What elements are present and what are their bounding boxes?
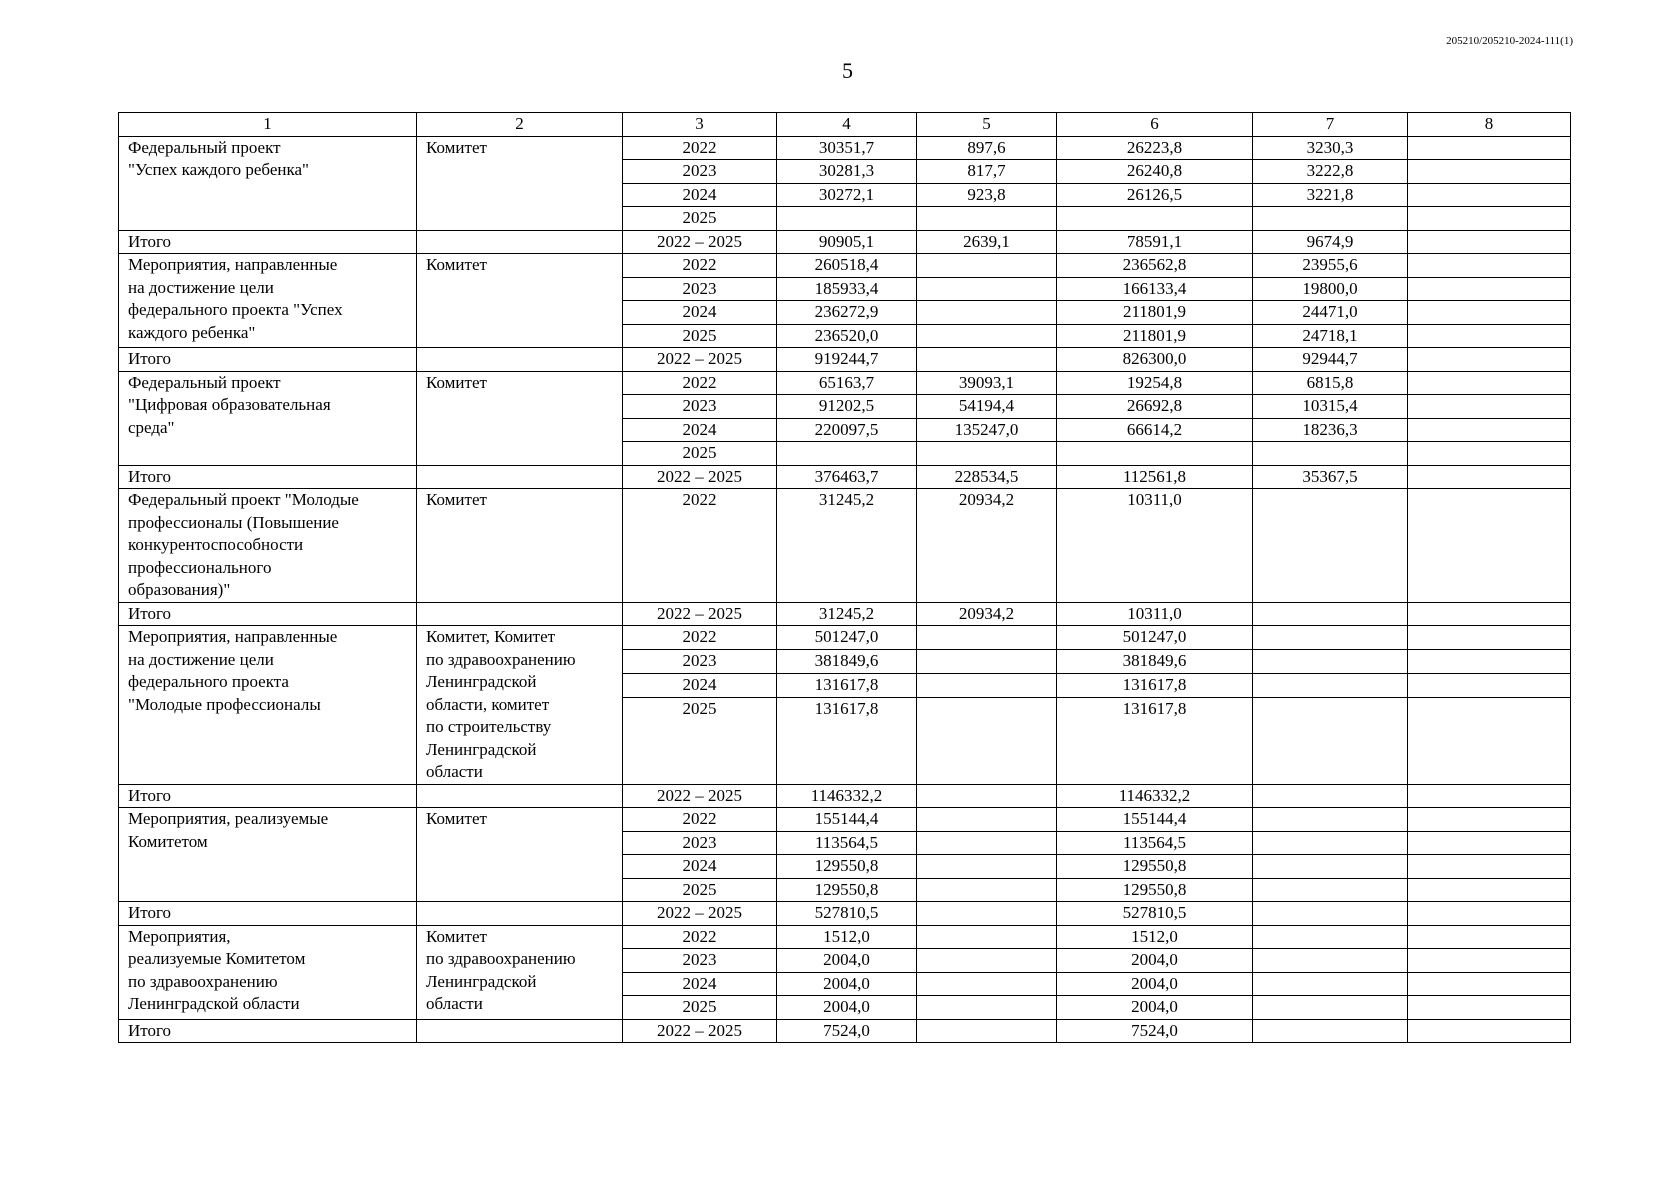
local-budget-cell: 24718,1 (1253, 324, 1408, 348)
total-cell: 91202,5 (777, 395, 917, 419)
regional-budget-cell (1057, 442, 1253, 466)
year-cell: 2022 – 2025 (623, 784, 777, 808)
year-cell: 2025 (623, 698, 777, 784)
federal-budget-cell: 54194,4 (917, 395, 1057, 419)
regional-budget-cell: 19254,8 (1057, 371, 1253, 395)
column-number: 3 (623, 113, 777, 137)
other-sources-cell (1408, 808, 1571, 832)
year-cell: 2023 (623, 831, 777, 855)
regional-budget-cell: 155144,4 (1057, 808, 1253, 832)
federal-budget-cell: 39093,1 (917, 371, 1057, 395)
regional-budget-cell: 166133,4 (1057, 277, 1253, 301)
local-budget-cell (1253, 626, 1408, 650)
total-label: Итого (119, 784, 417, 808)
federal-budget-cell: 20934,2 (917, 489, 1057, 603)
other-sources-cell (1408, 418, 1571, 442)
local-budget-cell (1253, 831, 1408, 855)
year-cell: 2025 (623, 207, 777, 231)
year-cell: 2023 (623, 277, 777, 301)
regional-budget-cell: 2004,0 (1057, 972, 1253, 996)
local-budget-cell (1253, 207, 1408, 231)
year-cell: 2023 (623, 395, 777, 419)
federal-budget-cell (917, 925, 1057, 949)
local-budget-cell: 24471,0 (1253, 301, 1408, 325)
total-cell: 65163,7 (777, 371, 917, 395)
total-row (119, 348, 1571, 372)
local-budget-cell (1253, 674, 1408, 698)
total-cell: 236520,0 (777, 324, 917, 348)
other-sources-cell (1408, 626, 1571, 650)
total-cell: 1146332,2 (777, 784, 917, 808)
regional-budget-cell: 112561,8 (1057, 465, 1253, 489)
federal-budget-cell (917, 949, 1057, 973)
federal-budget-cell (917, 254, 1057, 278)
local-budget-cell (1253, 902, 1408, 926)
other-sources-cell (1408, 925, 1571, 949)
page-number: 5 (842, 58, 853, 83)
regional-budget-cell: 2004,0 (1057, 996, 1253, 1020)
regional-budget-cell: 236562,8 (1057, 254, 1253, 278)
regional-budget-cell: 131617,8 (1057, 698, 1253, 784)
other-sources-cell (1408, 160, 1571, 184)
year-cell: 2022 (623, 489, 777, 603)
total-cell: 381849,6 (777, 650, 917, 674)
federal-budget-cell (917, 831, 1057, 855)
year-cell: 2025 (623, 878, 777, 902)
federal-budget-cell (917, 855, 1057, 879)
activity-name: Федеральный проект "Молодые профессионалы (Повышение конкурентоспособности профессионального образования)" (119, 489, 417, 603)
regional-budget-cell: 131617,8 (1057, 674, 1253, 698)
total-label: Итого (119, 602, 417, 626)
total-cell: 30281,3 (777, 160, 917, 184)
other-sources-cell (1408, 442, 1571, 466)
table-row (119, 371, 1571, 395)
local-budget-cell: 35367,5 (1253, 465, 1408, 489)
federal-budget-cell (917, 902, 1057, 926)
column-number: 7 (1253, 113, 1408, 137)
total-cell: 527810,5 (777, 902, 917, 926)
column-number: 6 (1057, 113, 1253, 137)
column-number: 1 (119, 113, 417, 137)
executor-cell (417, 602, 623, 626)
local-budget-cell: 3230,3 (1253, 136, 1408, 160)
local-budget-cell: 19800,0 (1253, 277, 1408, 301)
executor-cell: Комитет (417, 136, 623, 230)
total-cell (777, 207, 917, 231)
other-sources-cell (1408, 650, 1571, 674)
federal-budget-cell (917, 1019, 1057, 1043)
federal-budget-cell (917, 324, 1057, 348)
table-row (119, 489, 1571, 603)
other-sources-cell (1408, 855, 1571, 879)
year-cell: 2022 (623, 371, 777, 395)
federal-budget-cell (917, 996, 1057, 1020)
regional-budget-cell: 66614,2 (1057, 418, 1253, 442)
total-row (119, 230, 1571, 254)
regional-budget-cell: 78591,1 (1057, 230, 1253, 254)
regional-budget-cell: 10311,0 (1057, 602, 1253, 626)
local-budget-cell (1253, 878, 1408, 902)
regional-budget-cell: 113564,5 (1057, 831, 1253, 855)
regional-budget-cell: 501247,0 (1057, 626, 1253, 650)
activity-name: Мероприятия, реализуемые Комитетом (119, 808, 417, 902)
regional-budget-cell: 211801,9 (1057, 301, 1253, 325)
regional-budget-cell: 26126,5 (1057, 183, 1253, 207)
federal-budget-cell: 2639,1 (917, 230, 1057, 254)
federal-budget-cell (917, 626, 1057, 650)
executor-cell: Комитет (417, 254, 623, 348)
total-cell: 2004,0 (777, 949, 917, 973)
regional-budget-cell: 527810,5 (1057, 902, 1253, 926)
total-cell: 113564,5 (777, 831, 917, 855)
federal-budget-cell (917, 277, 1057, 301)
column-number: 8 (1408, 113, 1571, 137)
other-sources-cell (1408, 348, 1571, 372)
other-sources-cell (1408, 949, 1571, 973)
executor-cell (417, 348, 623, 372)
local-budget-cell (1253, 489, 1408, 603)
budget-table (118, 112, 1571, 1043)
regional-budget-cell: 129550,8 (1057, 878, 1253, 902)
column-number: 4 (777, 113, 917, 137)
year-cell: 2025 (623, 996, 777, 1020)
column-number: 2 (417, 113, 623, 137)
federal-budget-cell (917, 674, 1057, 698)
year-cell: 2023 (623, 160, 777, 184)
total-cell: 2004,0 (777, 996, 917, 1020)
total-row (119, 1019, 1571, 1043)
table-row (119, 254, 1571, 278)
local-budget-cell (1253, 602, 1408, 626)
year-cell: 2024 (623, 972, 777, 996)
other-sources-cell (1408, 136, 1571, 160)
other-sources-cell (1408, 301, 1571, 325)
year-cell: 2024 (623, 674, 777, 698)
total-cell: 129550,8 (777, 878, 917, 902)
total-cell: 7524,0 (777, 1019, 917, 1043)
total-cell: 260518,4 (777, 254, 917, 278)
total-cell: 30272,1 (777, 183, 917, 207)
year-cell: 2024 (623, 301, 777, 325)
executor-cell: Комитет (417, 371, 623, 465)
other-sources-cell (1408, 784, 1571, 808)
year-cell: 2022 – 2025 (623, 348, 777, 372)
executor-cell (417, 784, 623, 808)
executor-cell (417, 465, 623, 489)
federal-budget-cell: 817,7 (917, 160, 1057, 184)
other-sources-cell (1408, 698, 1571, 784)
total-cell: 31245,2 (777, 489, 917, 603)
executor-cell: Комитет по здравоохранению Ленинградской области (417, 925, 623, 1019)
local-budget-cell: 6815,8 (1253, 371, 1408, 395)
year-cell: 2023 (623, 949, 777, 973)
year-cell: 2022 (623, 925, 777, 949)
other-sources-cell (1408, 489, 1571, 603)
year-cell: 2022 (623, 808, 777, 832)
other-sources-cell (1408, 465, 1571, 489)
year-cell: 2022 – 2025 (623, 465, 777, 489)
federal-budget-cell: 923,8 (917, 183, 1057, 207)
regional-budget-cell: 211801,9 (1057, 324, 1253, 348)
document-code: 205210/205210-2024-111(1) (1446, 35, 1573, 47)
local-budget-cell (1253, 784, 1408, 808)
total-cell: 919244,7 (777, 348, 917, 372)
federal-budget-cell: 135247,0 (917, 418, 1057, 442)
local-budget-cell (1253, 650, 1408, 674)
total-cell: 31245,2 (777, 602, 917, 626)
total-row (119, 784, 1571, 808)
year-cell: 2022 – 2025 (623, 1019, 777, 1043)
executor-cell (417, 230, 623, 254)
total-cell: 131617,8 (777, 698, 917, 784)
local-budget-cell (1253, 808, 1408, 832)
regional-budget-cell: 129550,8 (1057, 855, 1253, 879)
year-cell: 2022 (623, 136, 777, 160)
total-row (119, 902, 1571, 926)
total-cell: 131617,8 (777, 674, 917, 698)
table-row (119, 136, 1571, 160)
total-cell: 90905,1 (777, 230, 917, 254)
year-cell: 2023 (623, 650, 777, 674)
year-cell: 2022 – 2025 (623, 230, 777, 254)
activity-name: Мероприятия, реализуемые Комитетом по здравоохранению Ленинградской области (119, 925, 417, 1019)
total-row (119, 465, 1571, 489)
other-sources-cell (1408, 207, 1571, 231)
other-sources-cell (1408, 230, 1571, 254)
other-sources-cell (1408, 277, 1571, 301)
total-label: Итого (119, 465, 417, 489)
year-cell: 2025 (623, 324, 777, 348)
total-cell: 30351,7 (777, 136, 917, 160)
federal-budget-cell: 897,6 (917, 136, 1057, 160)
federal-budget-cell (917, 348, 1057, 372)
regional-budget-cell: 26692,8 (1057, 395, 1253, 419)
regional-budget-cell: 1146332,2 (1057, 784, 1253, 808)
table-row (119, 925, 1571, 949)
total-cell: 236272,9 (777, 301, 917, 325)
activity-name: Федеральный проект "Успех каждого ребенка" (119, 136, 417, 230)
year-cell: 2024 (623, 418, 777, 442)
activity-name: Мероприятия, направленные на достижение цели федерального проекта "Молодые профессионалы (119, 626, 417, 785)
regional-budget-cell (1057, 207, 1253, 231)
total-cell (777, 442, 917, 466)
year-cell: 2024 (623, 855, 777, 879)
federal-budget-cell (917, 207, 1057, 231)
other-sources-cell (1408, 602, 1571, 626)
federal-budget-cell (917, 878, 1057, 902)
table-header-row (119, 113, 1571, 137)
federal-budget-cell (917, 650, 1057, 674)
table-row (119, 626, 1571, 650)
local-budget-cell (1253, 949, 1408, 973)
total-label: Итого (119, 1019, 417, 1043)
other-sources-cell (1408, 254, 1571, 278)
regional-budget-cell: 1512,0 (1057, 925, 1253, 949)
federal-budget-cell (917, 972, 1057, 996)
activity-name: Мероприятия, направленные на достижение цели федерального проекта "Успех каждого ребенка" (119, 254, 417, 348)
regional-budget-cell: 26223,8 (1057, 136, 1253, 160)
total-cell: 185933,4 (777, 277, 917, 301)
other-sources-cell (1408, 183, 1571, 207)
federal-budget-cell (917, 698, 1057, 784)
other-sources-cell (1408, 395, 1571, 419)
total-cell: 501247,0 (777, 626, 917, 650)
year-cell: 2022 – 2025 (623, 902, 777, 926)
regional-budget-cell: 7524,0 (1057, 1019, 1253, 1043)
executor-cell (417, 1019, 623, 1043)
local-budget-cell: 3221,8 (1253, 183, 1408, 207)
executor-cell: Комитет, Комитет по здравоохранению Ленинградской области, комитет по строительству Ленинградской области (417, 626, 623, 785)
executor-cell: Комитет (417, 489, 623, 603)
local-budget-cell: 9674,9 (1253, 230, 1408, 254)
total-cell: 155144,4 (777, 808, 917, 832)
local-budget-cell: 3222,8 (1253, 160, 1408, 184)
total-cell: 129550,8 (777, 855, 917, 879)
table-row (119, 808, 1571, 832)
local-budget-cell (1253, 442, 1408, 466)
local-budget-cell: 10315,4 (1253, 395, 1408, 419)
total-label: Итого (119, 348, 417, 372)
local-budget-cell: 23955,6 (1253, 254, 1408, 278)
other-sources-cell (1408, 1019, 1571, 1043)
other-sources-cell (1408, 674, 1571, 698)
total-row (119, 602, 1571, 626)
local-budget-cell (1253, 698, 1408, 784)
other-sources-cell (1408, 996, 1571, 1020)
executor-cell: Комитет (417, 808, 623, 902)
regional-budget-cell: 10311,0 (1057, 489, 1253, 603)
regional-budget-cell: 26240,8 (1057, 160, 1253, 184)
local-budget-cell: 18236,3 (1253, 418, 1408, 442)
year-cell: 2022 (623, 254, 777, 278)
total-cell: 2004,0 (777, 972, 917, 996)
year-cell: 2024 (623, 183, 777, 207)
regional-budget-cell: 2004,0 (1057, 949, 1253, 973)
local-budget-cell (1253, 1019, 1408, 1043)
other-sources-cell (1408, 371, 1571, 395)
local-budget-cell (1253, 855, 1408, 879)
year-cell: 2022 (623, 626, 777, 650)
federal-budget-cell (917, 301, 1057, 325)
regional-budget-cell: 381849,6 (1057, 650, 1253, 674)
regional-budget-cell: 826300,0 (1057, 348, 1253, 372)
total-cell: 220097,5 (777, 418, 917, 442)
federal-budget-cell (917, 442, 1057, 466)
federal-budget-cell (917, 784, 1057, 808)
activity-name: Федеральный проект "Цифровая образовательная среда" (119, 371, 417, 465)
total-cell: 1512,0 (777, 925, 917, 949)
federal-budget-cell (917, 808, 1057, 832)
total-label: Итого (119, 902, 417, 926)
year-cell: 2025 (623, 442, 777, 466)
total-cell: 376463,7 (777, 465, 917, 489)
federal-budget-cell: 20934,2 (917, 602, 1057, 626)
local-budget-cell (1253, 925, 1408, 949)
local-budget-cell (1253, 972, 1408, 996)
local-budget-cell: 92944,7 (1253, 348, 1408, 372)
year-cell: 2022 – 2025 (623, 602, 777, 626)
other-sources-cell (1408, 972, 1571, 996)
executor-cell (417, 902, 623, 926)
total-label: Итого (119, 230, 417, 254)
other-sources-cell (1408, 878, 1571, 902)
federal-budget-cell: 228534,5 (917, 465, 1057, 489)
other-sources-cell (1408, 831, 1571, 855)
other-sources-cell (1408, 324, 1571, 348)
other-sources-cell (1408, 902, 1571, 926)
local-budget-cell (1253, 996, 1408, 1020)
column-number: 5 (917, 113, 1057, 137)
